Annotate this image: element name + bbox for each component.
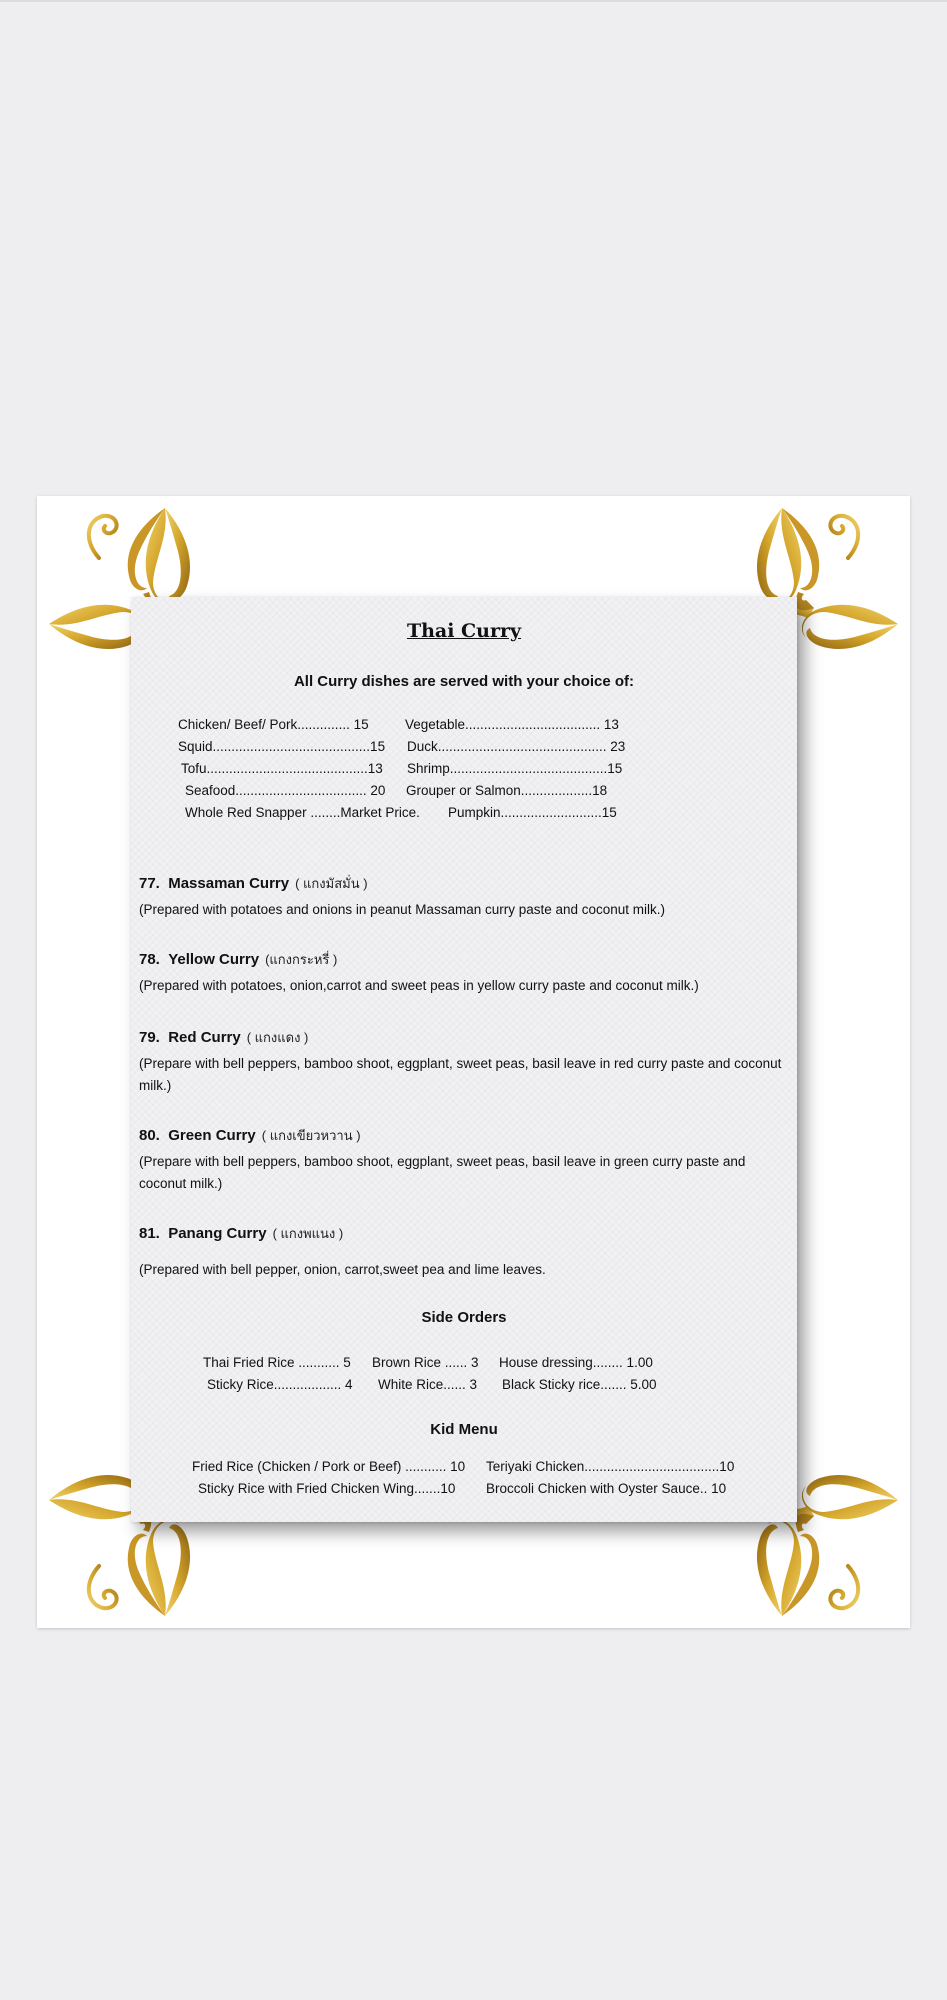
protein-price-line: Pumpkin...........................15 (448, 805, 617, 820)
dish-description: (Prepared with bell pepper, onion, carrot,sweet pea and lime leaves. (139, 1262, 546, 1277)
kid-menu-item: Sticky Rice with Fried Chicken Wing.......10 (198, 1481, 456, 1496)
dish-name: Red Curry (168, 1029, 241, 1046)
protein-price-line: Whole Red Snapper ........Market Price. (185, 805, 420, 820)
dish-name: Panang Curry (168, 1225, 267, 1242)
side-order-item: Brown Rice ...... 3 (372, 1355, 479, 1370)
menu-paper (131, 597, 797, 1522)
menu-title: Thai Curry (406, 620, 522, 642)
kid-menu-heading: Kid Menu (430, 1421, 498, 1438)
dish-number: 80. (139, 1127, 160, 1144)
protein-price-line: Squid..........................................15 (178, 739, 386, 754)
protein-price-line: Shrimp..........................................15 (407, 761, 623, 776)
dish-number: 79. (139, 1029, 160, 1046)
dish-name: Yellow Curry (168, 951, 260, 968)
protein-price-line: Grouper or Salmon...................18 (406, 783, 608, 798)
protein-price-line: Chicken/ Beef/ Pork.............. 15 (178, 717, 369, 732)
dish-name: Massaman Curry (168, 875, 290, 892)
side-order-item: Sticky Rice.................. 4 (207, 1377, 353, 1392)
dish-heading (139, 873, 368, 894)
dish-heading (139, 949, 337, 970)
side-order-item: Black Sticky rice....... 5.00 (502, 1377, 657, 1392)
kid-menu-item: Broccoli Chicken with Oyster Sauce.. 10 (486, 1481, 727, 1496)
kid-menu-item: Fried Rice (Chicken / Pork or Beef) ........... 10 (192, 1459, 466, 1474)
protein-price-line: Seafood................................... 20 (185, 783, 386, 798)
dish-heading (139, 1027, 308, 1048)
dish-name: Green Curry (168, 1127, 256, 1144)
kid-menu-item: Teriyaki Chicken....................................10 (486, 1459, 735, 1474)
dish-description: (Prepared with potatoes, onion,carrot and sweet peas in yellow curry paste and coconut milk.) (139, 978, 699, 993)
top-edge (0, 0, 947, 2)
side-order-item: Thai Fried Rice ........... 5 (203, 1355, 351, 1370)
side-order-item: House dressing........ 1.00 (499, 1355, 653, 1370)
protein-price-line: Duck............................................. 23 (407, 739, 626, 754)
dish-number: 77. (139, 875, 160, 892)
side-orders-heading: Side Orders (421, 1309, 507, 1326)
dish-thai-name: ( แกงมัสมั่น ) (295, 876, 368, 891)
side-order-item: White Rice...... 3 (378, 1377, 478, 1392)
protein-price-line: Vegetable.................................... 13 (405, 717, 619, 732)
dish-thai-name: ( แกงพแนง ) (272, 1226, 344, 1241)
dish-number: 78. (139, 951, 160, 968)
dish-thai-name: (แกงกระหรี่ ) (265, 952, 338, 967)
menu-page (37, 496, 910, 1628)
dish-thai-name: ( แกงแดง ) (246, 1030, 309, 1045)
dish-description: (Prepare with bell peppers, bamboo shoot, eggplant, sweet peas, basil leave in green curry paste and coconut milk.) (139, 1154, 746, 1191)
dish-heading (139, 1223, 343, 1244)
dish-number: 81. (139, 1225, 160, 1242)
dish-description: (Prepare with bell peppers, bamboo shoot, eggplant, sweet peas, basil leave in red curry paste and coconut milk.) (139, 1056, 782, 1093)
dish-heading (139, 1125, 361, 1146)
choice-subtitle: All Curry dishes are served with your choice of: (293, 673, 635, 690)
protein-price-line: Tofu...........................................13 (181, 761, 383, 776)
dish-thai-name: ( แกงเขียวหวาน ) (261, 1128, 361, 1143)
dish-description: (Prepared with potatoes and onions in peanut Massaman curry paste and coconut milk.) (139, 902, 666, 917)
